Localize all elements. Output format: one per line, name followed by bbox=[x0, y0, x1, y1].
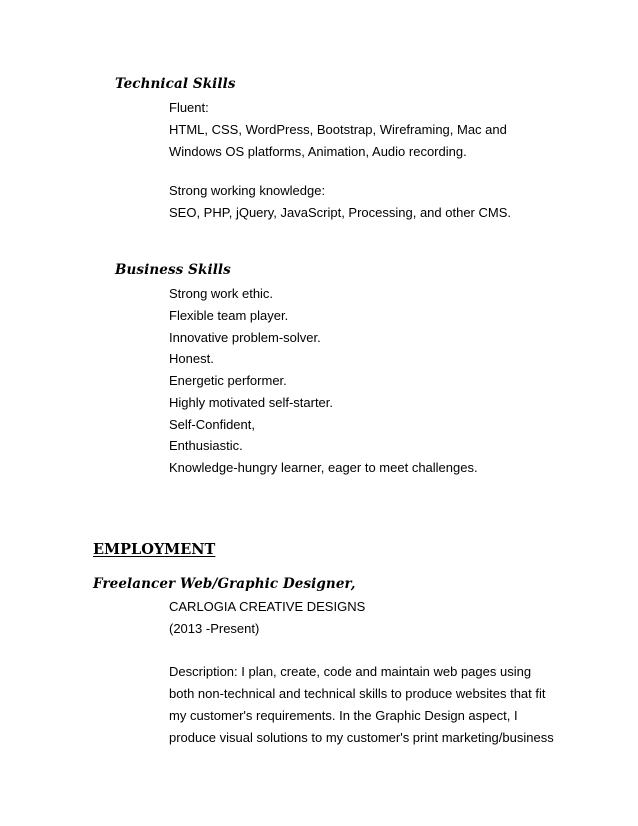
technical-skills-heading: Technical Skills bbox=[115, 76, 236, 92]
business-skill-item: Highly motivated self-starter. bbox=[169, 395, 334, 410]
strong-knowledge-label: Strong working knowledge: bbox=[169, 183, 326, 198]
fluent-line-1: HTML, CSS, WordPress, Bootstrap, Wireframing, Mac and bbox=[169, 122, 507, 137]
business-skill-item: Strong work ethic. bbox=[169, 286, 274, 301]
description-line-4: produce visual solutions to my customer's print marketing/business bbox=[169, 730, 554, 745]
business-skills-heading: Business Skills bbox=[115, 262, 231, 278]
fluent-label: Fluent: bbox=[169, 100, 209, 115]
description-line-3: my customer's requirements. In the Graphic Design aspect, I bbox=[169, 708, 518, 723]
description-line-1: Description: I plan, create, code and maintain web pages using bbox=[169, 664, 532, 679]
business-skill-item: Innovative problem-solver. bbox=[169, 330, 321, 345]
strong-knowledge-line: SEO, PHP, jQuery, JavaScript, Processing, and other CMS. bbox=[169, 205, 511, 220]
company-name: CARLOGIA CREATIVE DESIGNS bbox=[169, 599, 366, 614]
business-skill-item: Flexible team player. bbox=[169, 308, 289, 323]
description-line-2: both non-technical and technical skills to produce websites that fit bbox=[169, 686, 546, 701]
business-skill-item: Honest. bbox=[169, 351, 214, 366]
business-skill-item: Energetic performer. bbox=[169, 373, 287, 388]
business-skill-item: Self-Confident, bbox=[169, 417, 255, 432]
employment-heading: EMPLOYMENT bbox=[93, 541, 216, 558]
business-skill-item: Enthusiastic. bbox=[169, 438, 243, 453]
employment-dates: (2013 -Present) bbox=[169, 621, 260, 636]
business-skill-item: Knowledge-hungry learner, eager to meet challenges. bbox=[169, 460, 478, 475]
fluent-line-2: Windows OS platforms, Animation, Audio recording. bbox=[169, 144, 467, 159]
job-title: Freelancer Web/Graphic Designer, bbox=[93, 576, 356, 592]
